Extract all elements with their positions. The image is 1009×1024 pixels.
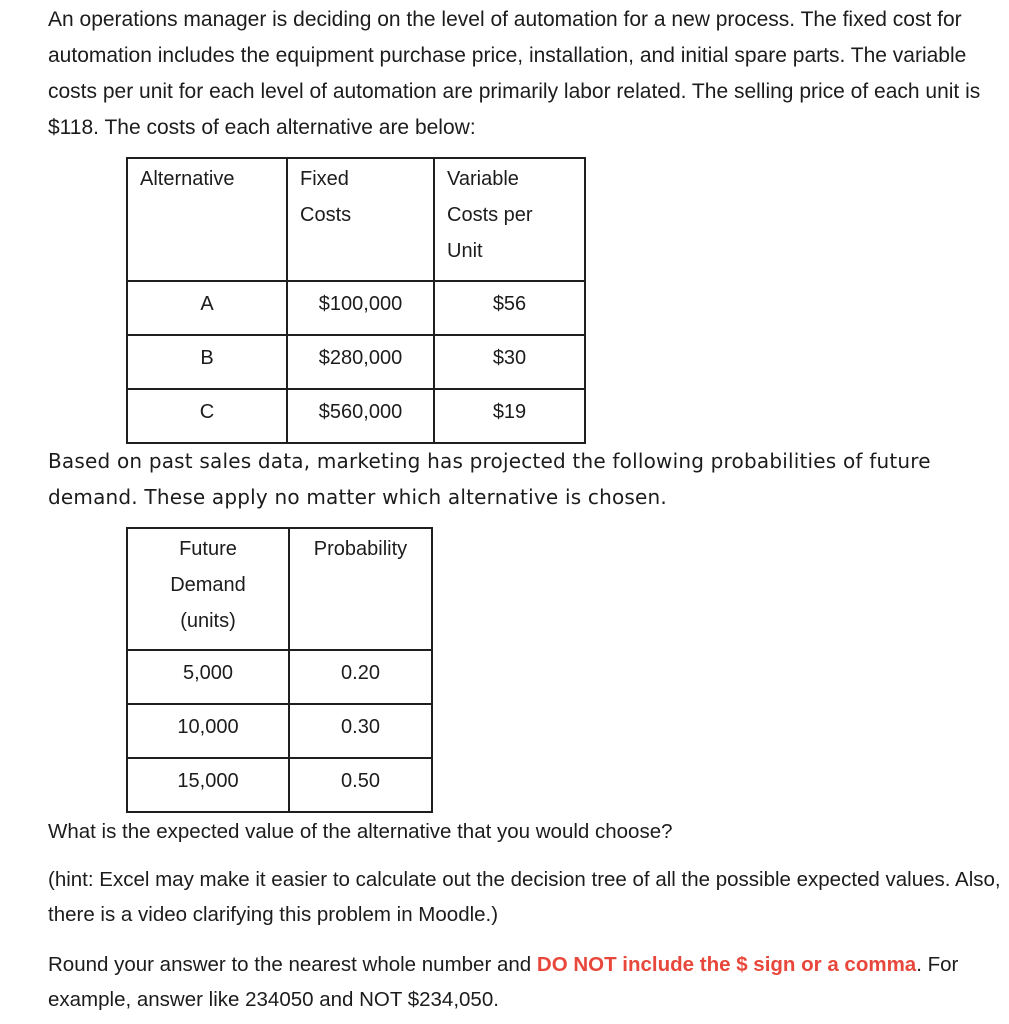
table-row	[127, 758, 432, 812]
problem-intro: An operations manager is deciding on the level of automation for a new process. The fixed cost for automation includes the equipment purchase price, installation, and initial spare parts. The variable costs per unit for each level of automation are primarily labor related. The selling price of each unit is $118. The costs of each alternative are below:	[48, 8, 981, 139]
table-row	[127, 704, 432, 758]
cell-variable-cost: $30	[434, 335, 585, 389]
cell-alternative: C	[127, 389, 287, 443]
instruction-emphasis: DO NOT include the $ sign or a comma	[536, 953, 917, 976]
header-variable-costs: Variable Costs per Unit	[434, 158, 585, 281]
answer-instruction	[48, 947, 1003, 1017]
cell-fixed-cost: $100,000	[287, 281, 434, 335]
demand-table	[126, 527, 433, 813]
header-probability: Probability	[289, 528, 432, 650]
cell-fixed-cost: $560,000	[287, 389, 434, 443]
header-alternative: Alternative	[127, 158, 287, 281]
header-fixed-costs: Fixed Costs	[287, 158, 434, 281]
cell-demand: 15,000	[127, 758, 289, 812]
cell-probability: 0.30	[289, 704, 432, 758]
cell-alternative: A	[127, 281, 287, 335]
table-row	[127, 650, 432, 704]
demand-table-header	[127, 528, 432, 650]
table-row	[127, 281, 585, 335]
cell-probability: 0.20	[289, 650, 432, 704]
cell-variable-cost: $56	[434, 281, 585, 335]
costs-table	[126, 157, 586, 444]
instruction-lead: Round your answer to the nearest whole number and	[48, 953, 537, 976]
table-row	[127, 389, 585, 443]
cell-probability: 0.50	[289, 758, 432, 812]
cell-fixed-cost: $280,000	[287, 335, 434, 389]
demand-intro: Based on past sales data, marketing has projected the following probabilities of future demand. These apply no matter which alternative is chosen.	[48, 449, 931, 509]
cell-demand: 5,000	[127, 650, 289, 704]
question-text: What is the expected value of the alternative that you would choose?	[48, 820, 673, 843]
hint-text: (hint: Excel may make it easier to calculate out the decision tree of all the possible expected values. Also, there is a video clarifying this problem in Moodle.)	[48, 868, 1001, 926]
cell-variable-cost: $19	[434, 389, 585, 443]
cell-alternative: B	[127, 335, 287, 389]
instruction-tail: . For example, answer like 234050 and NOT $234,050.	[48, 953, 959, 1011]
costs-table-header	[127, 158, 585, 281]
table-row	[127, 335, 585, 389]
cell-demand: 10,000	[127, 704, 289, 758]
header-future-demand: Future Demand (units)	[127, 528, 289, 650]
